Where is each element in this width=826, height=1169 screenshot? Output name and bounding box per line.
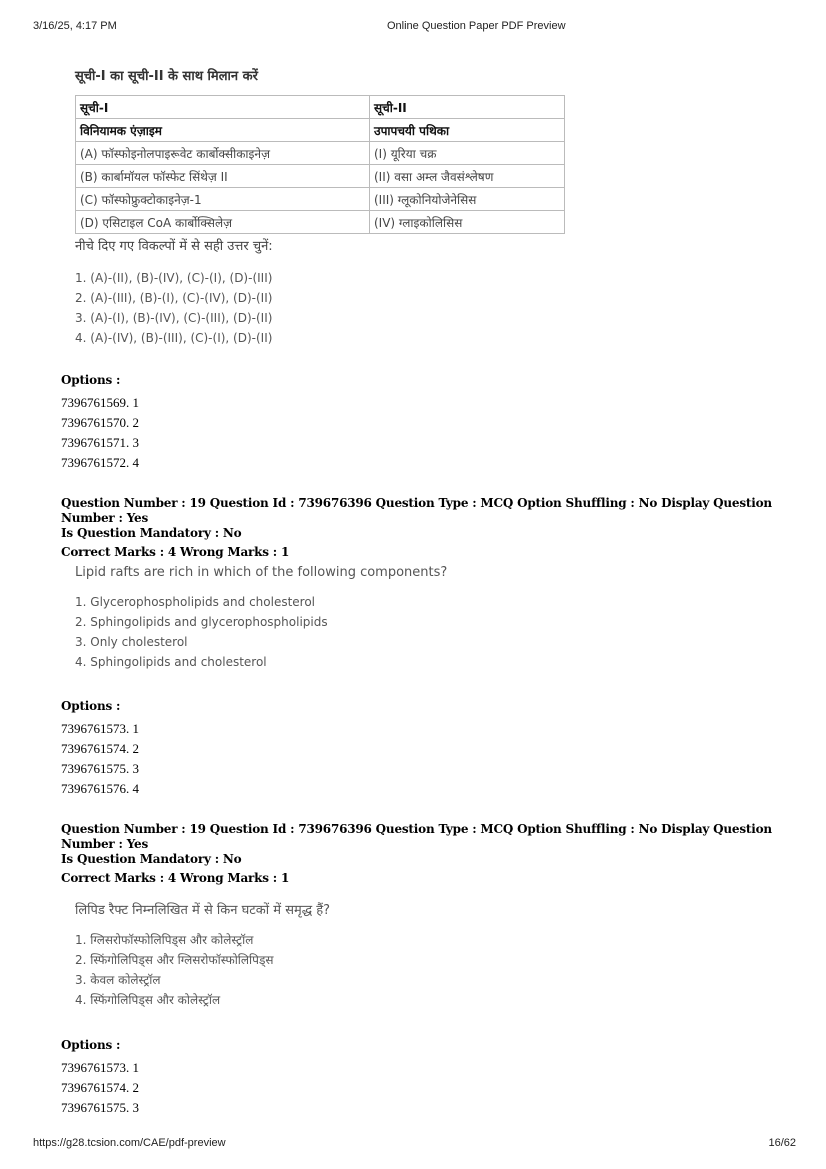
options-block-2 xyxy=(61,699,139,799)
option-id: 7396761573. 1 xyxy=(61,1060,139,1075)
list2-item: (IV) ग्लाइकोलिसिस xyxy=(370,211,565,234)
table-row xyxy=(76,211,565,234)
question-image-1 xyxy=(75,66,565,348)
question-marks: Correct Marks : 4 Wrong Marks : 1 xyxy=(61,545,290,559)
match-instruction: सूची-I का सूची-II के साथ मिलान करें xyxy=(75,69,258,84)
table-row xyxy=(76,142,565,165)
list2-item: (I) यूरिया चक्र xyxy=(370,142,565,165)
choice-item: 1. (A)-(II), (B)-(IV), (C)-(I), (D)-(III) xyxy=(75,271,273,285)
option-id: 7396761575. 3 xyxy=(61,1100,139,1115)
match-table xyxy=(75,95,565,234)
option-id: 7396761570. 2 xyxy=(61,415,139,430)
list2-subheader: उपापचयी पथिका xyxy=(370,119,565,142)
choice-item: 3. (A)-(I), (B)-(IV), (C)-(III), (D)-(II) xyxy=(75,311,273,325)
choice-item: 2. (A)-(III), (B)-(I), (C)-(IV), (D)-(II) xyxy=(75,291,273,305)
choice-item: 3. Only cholesterol xyxy=(75,635,188,649)
list1-subheader: विनियामक एंज़ाइम xyxy=(76,119,370,142)
choice-item: 4. स्फिंगोलिपिड्स और कोलेस्ट्रॉल xyxy=(75,993,221,1007)
option-id: 7396761574. 2 xyxy=(61,741,139,756)
list1-header: सूची-I xyxy=(76,96,370,119)
options-block-3 xyxy=(61,1038,139,1118)
option-id: 7396761573. 1 xyxy=(61,721,139,736)
choice-item: 2. Sphingolipids and glycerophospholipids xyxy=(75,615,328,629)
option-id: 7396761574. 2 xyxy=(61,1080,139,1095)
question-image-2 xyxy=(75,565,447,672)
options-label: Options : xyxy=(61,373,121,387)
list2-header: सूची-II xyxy=(370,96,565,119)
question-mandatory: Is Question Mandatory : No xyxy=(61,526,242,540)
page-title: Online Question Paper PDF Preview xyxy=(387,20,566,32)
list1-item: (B) कार्बामॉयल फॉस्फेट सिंथेज़ II xyxy=(76,165,370,188)
table-row xyxy=(76,188,565,211)
question-text: Lipid rafts are rich in which of the following components? xyxy=(75,565,448,580)
option-id: 7396761569. 1 xyxy=(61,395,139,410)
question-meta-3 xyxy=(61,822,826,886)
choice-item: 4. (A)-(IV), (B)-(III), (C)-(I), (D)-(II) xyxy=(75,331,273,345)
print-datetime: 3/16/25, 4:17 PM xyxy=(33,20,117,32)
question-meta-line: Question Number : 19 Question Id : 739676396 Question Type : MCQ Option Shuffling : No Display Question Number : Yes xyxy=(61,496,772,525)
choice-item: 2. स्फिंगोलिपिड्स और ग्लिसरोफॉस्फोलिपिड्स xyxy=(75,953,274,967)
question-marks: Correct Marks : 4 Wrong Marks : 1 xyxy=(61,871,290,885)
options-label: Options : xyxy=(61,1038,121,1052)
question-mandatory: Is Question Mandatory : No xyxy=(61,852,242,866)
choice-item: 4. Sphingolipids and cholesterol xyxy=(75,655,267,669)
choice-item: 1. ग्लिसरोफॉस्फोलिपिड्स और कोलेस्ट्रॉल xyxy=(75,933,254,947)
question-meta-line: Question Number : 19 Question Id : 739676396 Question Type : MCQ Option Shuffling : No Display Question Number : Yes xyxy=(61,822,772,851)
options-block-1 xyxy=(61,373,139,473)
option-id: 7396761571. 3 xyxy=(61,435,139,450)
option-id: 7396761575. 3 xyxy=(61,761,139,776)
list2-item: (III) ग्लूकोनियोजेनेसिस xyxy=(370,188,565,211)
list1-item: (A) फॉस्फोइनोलपाइरूवेट कार्बोक्सीकाइनेज़ xyxy=(76,142,370,165)
options-label: Options : xyxy=(61,699,121,713)
choice-item: 1. Glycerophospholipids and cholesterol xyxy=(75,595,316,609)
page-number: 16/62 xyxy=(768,1137,796,1149)
option-id: 7396761572. 4 xyxy=(61,455,139,470)
list1-item: (C) फॉस्फोफ्रुक्टोकाइनेज़-1 xyxy=(76,188,370,211)
question-text: लिपिड रैफ्ट निम्नलिखित में से किन घटकों में समृद्ध हैं? xyxy=(75,903,331,918)
list2-item: (II) वसा अम्ल जैवसंश्लेषण xyxy=(370,165,565,188)
list1-item: (D) एसिटाइल CoA कार्बोक्सिलेज़ xyxy=(76,211,370,234)
choice-item: 3. केवल कोलेस्ट्रॉल xyxy=(75,973,161,987)
option-id: 7396761576. 4 xyxy=(61,781,139,796)
choose-prompt: नीचे दिए गए विकल्पों में से सही उत्तर चुनें: xyxy=(75,239,273,254)
question-meta-2 xyxy=(61,496,826,560)
question-image-3 xyxy=(75,900,330,1010)
page-url: https://g28.tcsion.com/CAE/pdf-preview xyxy=(33,1137,226,1149)
table-row xyxy=(76,165,565,188)
